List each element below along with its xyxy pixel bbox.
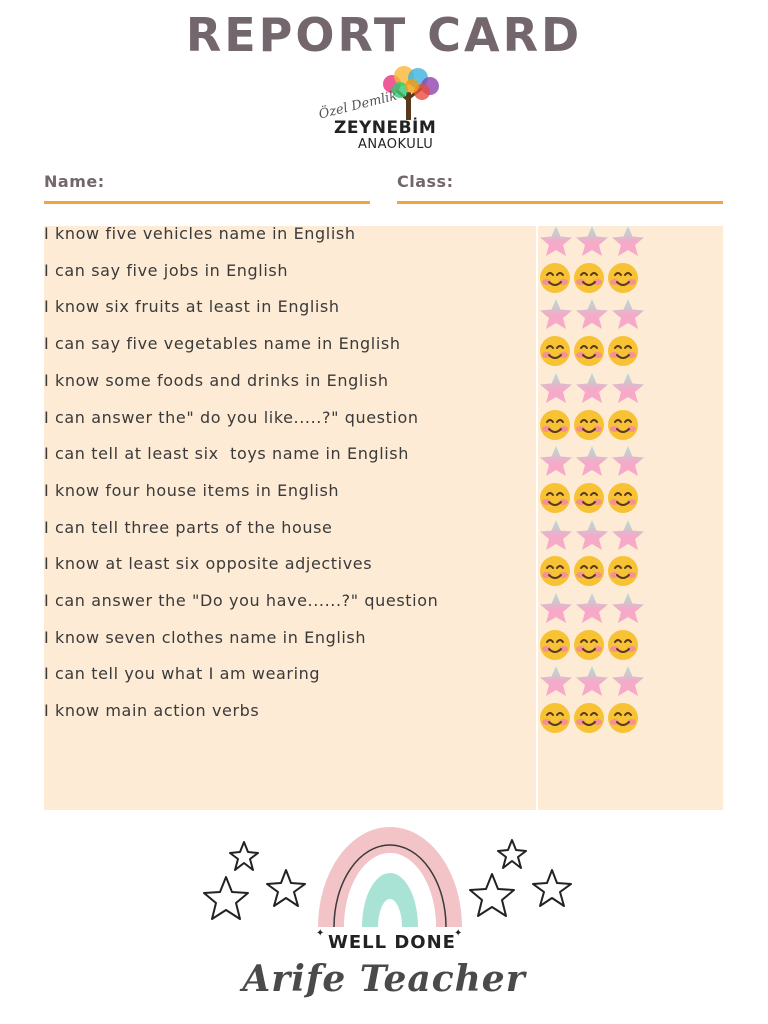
skill-item-text: I know six fruits at least in English — [44, 297, 340, 317]
skill-item-text: I can say five jobs in English — [44, 260, 289, 280]
pastel-star-icon — [574, 518, 610, 552]
pastel-star-icon — [574, 371, 610, 405]
skill-item-text: I know at least six opposite adjectives — [44, 554, 373, 574]
well-done-badge: WELL DONE — [328, 932, 456, 953]
smiling-face-icon — [606, 408, 640, 442]
skill-item-text: I can tell you what I am wearing — [44, 664, 321, 684]
pastel-star-icon — [610, 224, 646, 258]
star-right-far-icon — [533, 870, 571, 906]
star-right-big-icon — [470, 874, 514, 916]
logo-name: ZEYNEBİM — [334, 118, 437, 138]
name-field-line[interactable] — [44, 201, 370, 204]
smiling-face-icon — [572, 408, 606, 442]
smiling-face-icon — [572, 628, 606, 662]
smiling-face-icon — [538, 628, 572, 662]
smiling-face-icon — [606, 701, 640, 735]
smiling-face-icon — [606, 334, 640, 368]
smiley-rating — [538, 554, 658, 588]
school-logo — [312, 66, 448, 158]
skill-item-text: I know seven clothes name in English — [44, 627, 367, 647]
skill-item-text: I know four house items in English — [44, 480, 340, 500]
smiling-face-icon — [572, 554, 606, 588]
page-title: REPORT CARD — [185, 8, 583, 62]
smiley-rating — [538, 628, 658, 662]
star-right-small-icon — [498, 840, 526, 868]
skill-item-text: I can say five vegetables name in English — [44, 334, 401, 354]
pastel-star-icon — [610, 297, 646, 331]
sparkle-left-icon: ✦ — [316, 928, 325, 939]
pastel-star-icon — [538, 664, 574, 698]
pastel-star-icon — [538, 444, 574, 478]
smiling-face-icon — [606, 481, 640, 515]
star-left-mid-icon — [267, 870, 305, 906]
star-rating — [538, 518, 658, 552]
star-rating — [538, 664, 658, 698]
star-rating — [538, 297, 658, 331]
smiley-rating — [538, 481, 658, 515]
smiling-face-icon — [606, 628, 640, 662]
pastel-star-icon — [610, 444, 646, 478]
smiley-rating — [538, 701, 658, 735]
smiley-rating — [538, 334, 658, 368]
name-label: Name: — [44, 172, 105, 191]
pastel-star-icon — [610, 371, 646, 405]
pastel-star-icon — [574, 297, 610, 331]
sparkle-right-icon: ✦ — [454, 928, 463, 939]
pastel-star-icon — [538, 297, 574, 331]
teacher-signature: Arife Teacher — [242, 958, 526, 1000]
skill-item-text: I can answer the" do you like.....?" question — [44, 407, 419, 427]
class-label: Class: — [397, 172, 454, 191]
class-field-line[interactable] — [397, 201, 723, 204]
smiley-rating — [538, 261, 658, 295]
pastel-star-icon — [610, 664, 646, 698]
skill-item-text: I know main action verbs — [44, 701, 260, 721]
pastel-star-icon — [538, 371, 574, 405]
pastel-star-icon — [574, 664, 610, 698]
logo-script: Özel Demlik — [317, 88, 399, 123]
star-rating — [538, 371, 658, 405]
star-left-small-icon — [230, 842, 258, 870]
star-rating — [538, 224, 658, 258]
skill-item-text: I can tell three parts of the house — [44, 517, 333, 537]
logo-subtitle: ANAOKULU — [358, 137, 434, 152]
smiley-rating — [538, 408, 658, 442]
smiling-face-icon — [606, 554, 640, 588]
star-left-big-icon — [204, 877, 248, 919]
smiling-face-icon — [572, 261, 606, 295]
smiling-face-icon — [538, 701, 572, 735]
pastel-star-icon — [610, 591, 646, 625]
star-rating — [538, 444, 658, 478]
skill-item-text: I know some foods and drinks in English — [44, 370, 389, 390]
smiling-face-icon — [538, 481, 572, 515]
smiling-face-icon — [572, 334, 606, 368]
star-rating — [538, 591, 658, 625]
smiling-face-icon — [572, 701, 606, 735]
pastel-star-icon — [610, 518, 646, 552]
pastel-star-icon — [574, 224, 610, 258]
pastel-star-icon — [574, 591, 610, 625]
skill-item-text: I can answer the "Do you have......?" question — [44, 591, 439, 610]
pastel-star-icon — [538, 591, 574, 625]
skill-item-text: I know five vehicles name in English — [44, 224, 356, 243]
pastel-star-icon — [574, 444, 610, 478]
smiling-face-icon — [538, 334, 572, 368]
smiling-face-icon — [538, 408, 572, 442]
smiling-face-icon — [606, 261, 640, 295]
pastel-star-icon — [538, 224, 574, 258]
pastel-star-icon — [538, 518, 574, 552]
smiling-face-icon — [538, 261, 572, 295]
skill-item-text: I can tell at least six toys name in English — [44, 444, 409, 464]
smiling-face-icon — [538, 554, 572, 588]
smiling-face-icon — [572, 481, 606, 515]
